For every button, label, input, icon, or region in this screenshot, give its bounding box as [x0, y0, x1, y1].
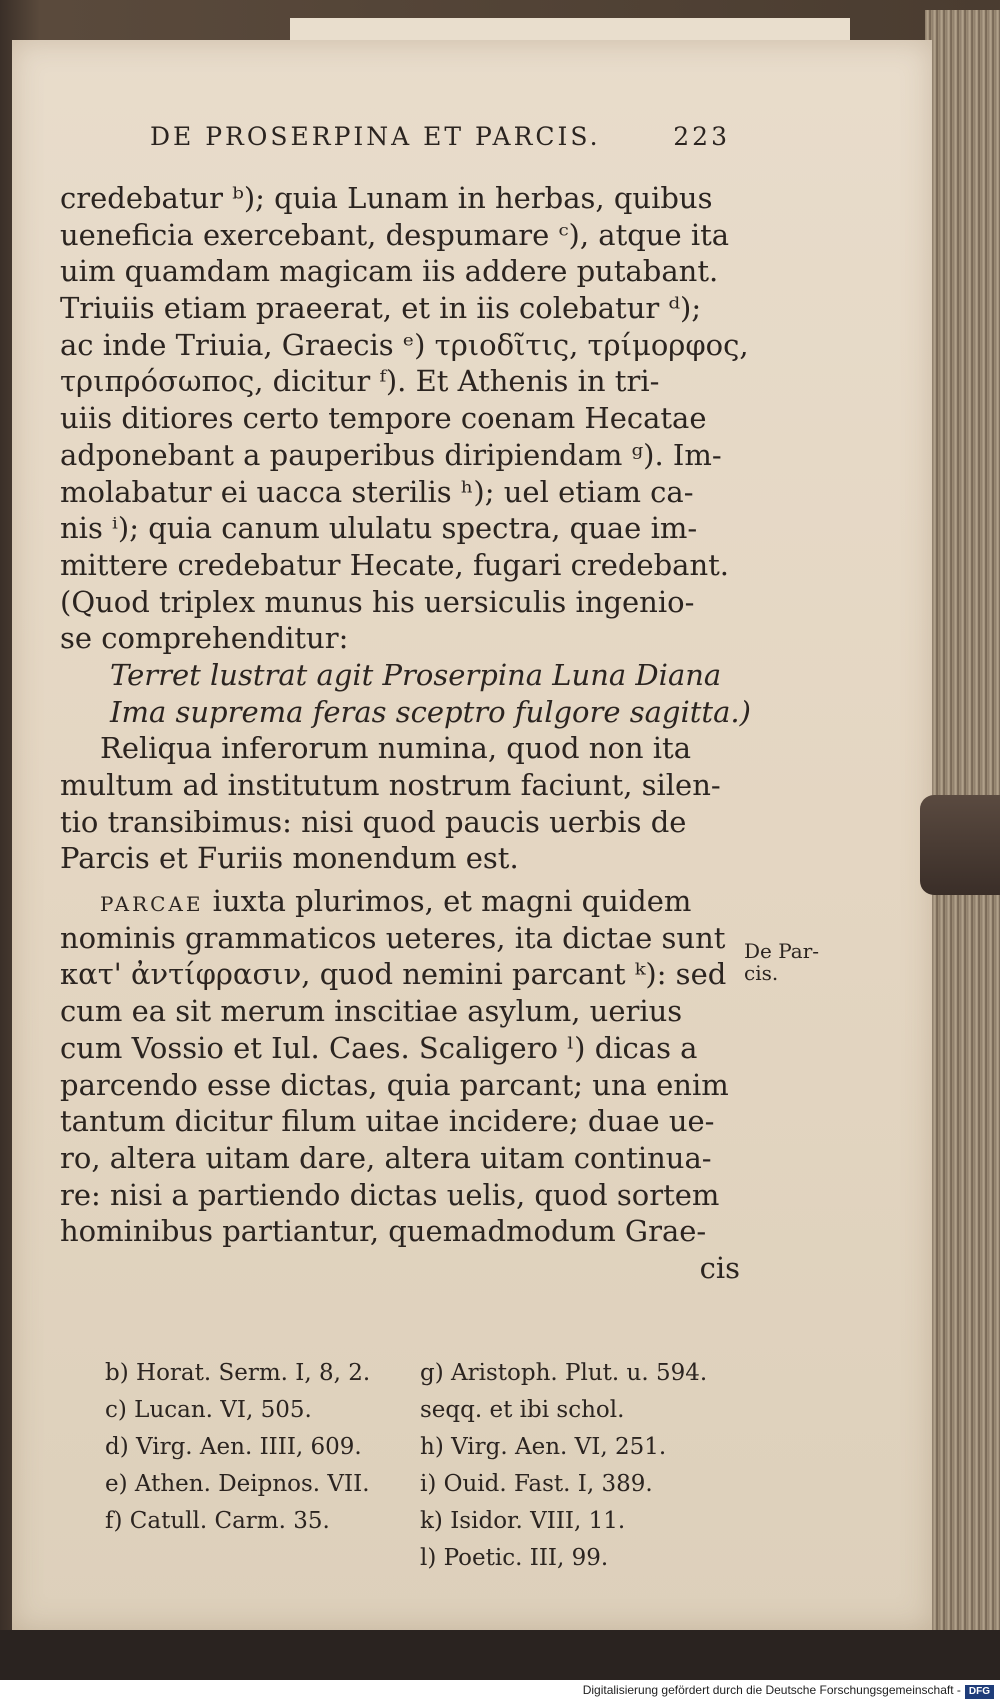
- footnote: seqq. et ibi schol.: [420, 1397, 625, 1423]
- running-title: DE PROSERPINA ET PARCIS.: [150, 122, 601, 151]
- parcae-line-rest: iuxta plurimos, et magni quidem: [203, 884, 692, 919]
- text-line: κατ' ἀντίφρασιν, quod nemini parcant ᵏ): sed: [60, 957, 727, 992]
- text-line: cum ea sit merum inscitiae asylum, uerius: [60, 994, 683, 1029]
- margin-note-line: De Par-: [744, 939, 820, 963]
- footnote: k) Isidor. VIII, 11.: [420, 1508, 626, 1534]
- margin-note: [744, 940, 819, 984]
- footnote: l) Poetic. III, 99.: [420, 1545, 609, 1571]
- footnote: i) Ouid. Fast. I, 389.: [420, 1471, 653, 1497]
- text-line: ac inde Triuia, Graecis ᵉ) τριοδῖτις, τρίμορφος,: [60, 327, 749, 362]
- text-line: credebatur ᵇ); quia Lunam in herbas, quibus: [60, 181, 713, 215]
- parcae-lead: PARCAE: [100, 892, 204, 917]
- text-line: molabatur ei uacca sterilis ʰ); uel etiam ca-: [60, 474, 694, 509]
- catchword: cis: [699, 1250, 740, 1285]
- text-line: nis ⁱ); quia canum ululatu spectra, quae im-: [60, 511, 698, 546]
- footnotes-right: [420, 1355, 760, 1577]
- footnote: h) Virg. Aen. VI, 251.: [420, 1434, 667, 1460]
- text-line: hominibus partiantur, quemadmodum Grae-: [60, 1214, 707, 1249]
- text-line: uiis ditiores certo tempore coenam Hecatae: [60, 401, 707, 436]
- margin-note-line: cis.: [744, 961, 779, 985]
- main-text: [60, 180, 751, 1287]
- page-number: 223: [673, 122, 730, 151]
- text-line: ueneficia exercebant, despumare ᶜ), atque ita: [60, 217, 730, 252]
- text-line: parcendo esse dictas, quia parcant; una enim: [60, 1067, 729, 1102]
- text-line: multum ad institutum nostrum faciunt, silen-: [60, 768, 721, 802]
- text-line: τριπρόσωπος, dicitur ᶠ). Et Athenis in tri-: [60, 364, 660, 399]
- text-line: uim quamdam magicam iis addere putabant.: [60, 254, 719, 289]
- dfg-logo: DFG: [965, 1685, 994, 1699]
- verse-line: Ima suprema feras sceptro fulgore sagitta.): [110, 694, 751, 729]
- text-line: ro, altera uitam dare, altera uitam continua-: [60, 1140, 712, 1175]
- text-line: tantum dicitur filum uitae incidere; duae ue-: [60, 1104, 715, 1139]
- text-line: [60, 883, 740, 920]
- text-line: nominis grammaticos ueteres, ita dictae sunt: [60, 920, 726, 955]
- digitization-credit: [0, 1680, 1000, 1700]
- verse-line: Terret lustrat agit Proserpina Luna Diana: [110, 657, 722, 692]
- text-line: tio transibimus: nisi quod paucis uerbis de: [60, 804, 687, 839]
- footnote: e) Athen. Deipnos. VII.: [105, 1471, 370, 1497]
- footnote: d) Virg. Aen. IIII, 609.: [105, 1434, 362, 1460]
- footnote: g) Aristoph. Plut. u. 594.: [420, 1360, 708, 1386]
- footnote: c) Lucan. VI, 505.: [105, 1397, 312, 1423]
- text-line: Triuiis etiam praeerat, et in iis colebatur ᵈ);: [60, 291, 702, 326]
- text-line: mittere credebatur Hecate, fugari credebant.: [60, 547, 729, 582]
- text-line: adponebant a pauperibus diripiendam ᵍ). Im-: [60, 437, 722, 472]
- text-line: se comprehenditur:: [60, 621, 349, 656]
- text-line: Parcis et Furiis monendum est.: [60, 841, 519, 876]
- footnote: f) Catull. Carm. 35.: [105, 1508, 330, 1534]
- text-line: (Quod triplex munus his uersiculis ingenio-: [60, 584, 695, 619]
- text-line: Reliqua inferorum numina, quod non ita: [100, 731, 691, 766]
- footnotes-left: [105, 1355, 425, 1540]
- running-header: [150, 122, 730, 151]
- credit-text: Digitalisierung gefördert durch die Deutsche Forschungsgemeinschaft -: [582, 1683, 961, 1697]
- footnote: b) Horat. Serm. I, 8, 2.: [105, 1360, 371, 1386]
- text-line: cum Vossio et Iul. Caes. Scaligero ˡ) dicas a: [60, 1030, 698, 1065]
- book-clasp: [920, 795, 1000, 895]
- text-line: re: nisi a partiendo dictas uelis, quod sortem: [60, 1177, 720, 1212]
